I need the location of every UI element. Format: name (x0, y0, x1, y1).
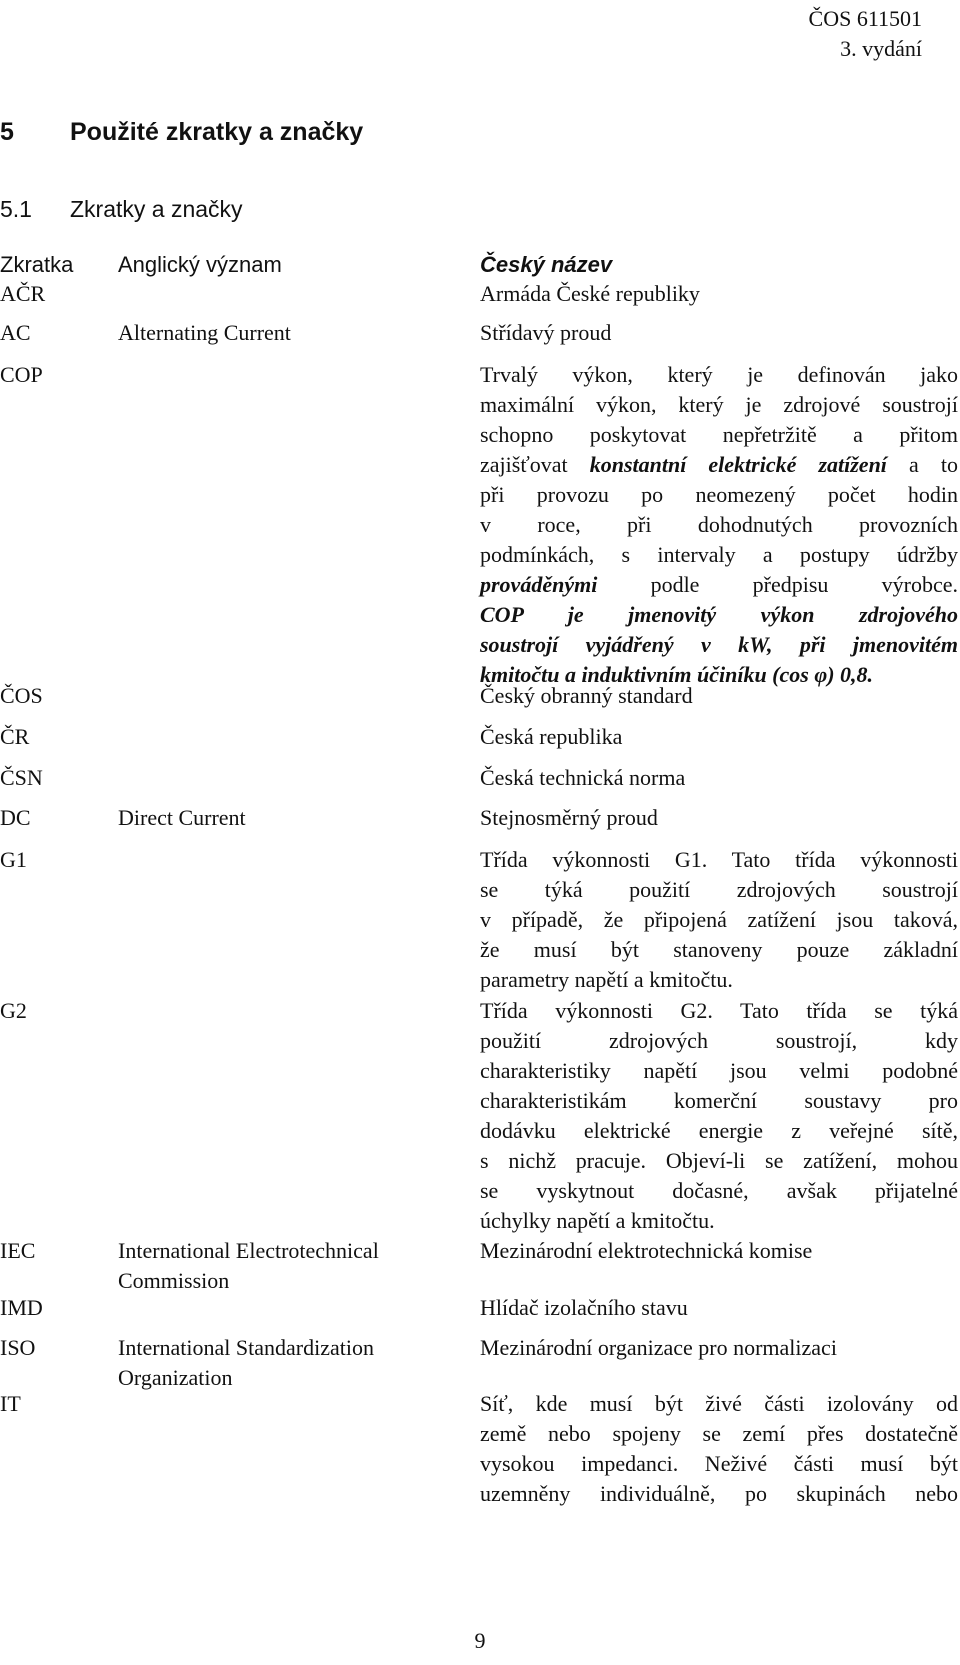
subsection-title: Zkratky a značky (70, 196, 243, 222)
text-line: podmínkách, s intervaly a postupy údržby (480, 542, 958, 567)
abbreviation: ČR (0, 724, 30, 749)
subsection-number: 5.1 (0, 196, 32, 222)
czech-name: Český obranný standard (480, 683, 693, 708)
section-number: 5 (0, 118, 14, 146)
text-line: se vyskytnout dočasné, avšak přijatelné (480, 1178, 958, 1203)
text-line: kmitočtu a induktivním účiníku (cos φ) 0,8. (480, 662, 874, 687)
text-line: uzemněny individuálně, po skupinách nebo (480, 1481, 958, 1506)
czech-name: Česká technická norma (480, 765, 686, 790)
text-line: charakteristikám komerční soustavy pro (480, 1088, 958, 1113)
text-line: se týká použití zdrojových soustrojí (480, 877, 958, 902)
abbreviation: AC (0, 320, 31, 345)
abbreviation: ISO (0, 1335, 36, 1360)
text-line (480, 450, 958, 480)
czech-name: Mezinárodní organizace pro normalizaci (480, 1335, 837, 1360)
text-line: úchylky napětí a kmitočtu. (480, 1208, 715, 1233)
text-line: soustrojí vyjádřený v kW, při jmenovitém (480, 632, 958, 657)
czech-name: Mezinárodní elektrotechnická komise (480, 1238, 813, 1263)
czech-description (480, 845, 958, 995)
text-line (480, 570, 958, 600)
text-line: maximální výkon, který je zdrojové soustrojí (480, 392, 958, 417)
english-meaning: International Standardization Organization (118, 1335, 374, 1390)
document-id: ČOS 611501 (808, 6, 922, 31)
abbreviation: IMD (0, 1295, 43, 1320)
text-line: s nichž pracuje. Objeví-li se zatížení, mohou (480, 1148, 958, 1173)
text-line: při provozu po neomezený počet hodin (480, 482, 958, 507)
text-line: Třída výkonnosti G2. Tato třída se týká (480, 998, 958, 1023)
emphasis-text: konstantní elektrické zatížení (589, 452, 887, 477)
header-english: Anglický význam (118, 252, 282, 277)
edition: 3. vydání (840, 36, 922, 61)
english-meaning: International Electrotechnical Commission (118, 1238, 379, 1293)
text-line: COP je jmenovitý výkon zdrojového (480, 602, 958, 627)
text-fragment: podle předpisu výrobce. (650, 572, 959, 597)
abbreviation: IEC (0, 1238, 36, 1263)
text-line: Síť, kde musí být živé části izolovány od (480, 1391, 958, 1416)
text-line: charakteristiky napětí jsou velmi podobné (480, 1058, 958, 1083)
text-line: země nebo spojeny se zemí přes dostatečně (480, 1421, 958, 1446)
czech-name: Armáda České republiky (480, 281, 700, 306)
abbreviation: AČR (0, 281, 46, 306)
text-line: použití zdrojových soustrojí, kdy (480, 1028, 958, 1053)
page-header (809, 4, 922, 64)
emphasis-text: prováděnými (480, 572, 598, 597)
czech-description (480, 1389, 958, 1509)
header-czech: Český název (480, 252, 613, 277)
section-title: Použité zkratky a značky (70, 118, 364, 146)
text-line: vysokou impedanci. Neživé části musí být (480, 1451, 958, 1476)
header-abbreviation: Zkratka (0, 252, 74, 277)
section-heading (0, 118, 363, 147)
abbreviation: IT (0, 1391, 21, 1416)
czech-name: Střídavý proud (480, 320, 612, 345)
text-line: schopno poskytovat nepřetržitě a přitom (480, 422, 958, 447)
text-fragment: a to (909, 452, 959, 477)
czech-name: Česká republika (480, 724, 623, 749)
abbreviation: COP (0, 362, 43, 387)
text-line: parametry napětí a kmitočtu. (480, 967, 733, 992)
text-line: Třída výkonnosti G1. Tato třída výkonnosti (480, 847, 958, 872)
text-fragment: zajišťovat (480, 452, 568, 477)
abbreviation: G2 (0, 998, 27, 1023)
czech-description (480, 360, 958, 690)
abbreviation: ČSN (0, 765, 43, 790)
abbreviation: G1 (0, 847, 27, 872)
text-line: že musí být stanoveny pouze základní (480, 937, 958, 962)
subsection-heading (0, 196, 243, 223)
english-meaning: Alternating Current (118, 320, 291, 345)
page-number: 9 (474, 1628, 486, 1653)
czech-description (480, 996, 958, 1236)
text-line: v roce, při dohodnutých provozních (480, 512, 958, 537)
text-line: Trvalý výkon, který je definován jako (480, 362, 958, 387)
czech-name: Stejnosměrný proud (480, 805, 658, 830)
english-meaning: Direct Current (118, 805, 246, 830)
czech-name: Hlídač izolačního stavu (480, 1295, 688, 1320)
abbreviation: ČOS (0, 683, 43, 708)
text-line: v případě, že připojená zatížení jsou taková, (480, 907, 958, 932)
text-line: dodávku elektrické energie z veřejné sítě, (480, 1118, 958, 1143)
abbreviation: DC (0, 805, 31, 830)
